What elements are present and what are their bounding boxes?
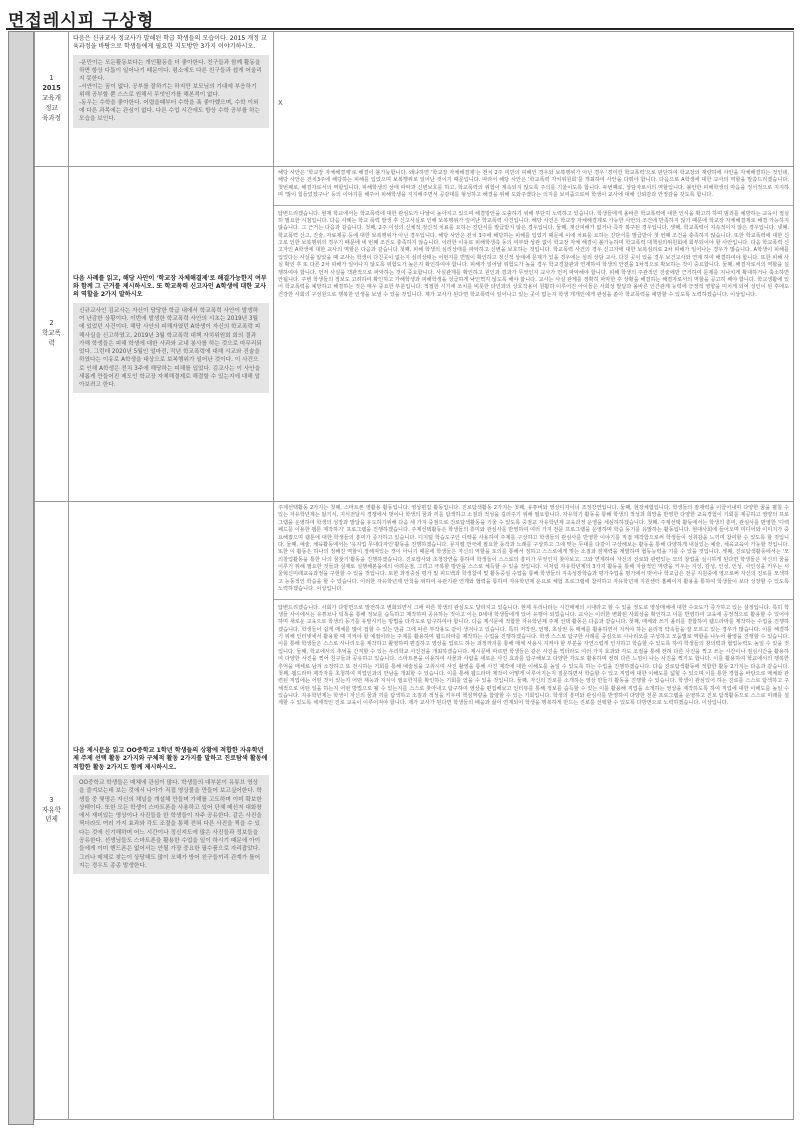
answer-empty-mark: X bbox=[278, 98, 283, 107]
answer-divider bbox=[274, 205, 793, 206]
table-row bbox=[35, 502, 794, 1120]
answer-cell bbox=[274, 167, 794, 502]
row-number: 1 bbox=[49, 74, 54, 83]
case-box bbox=[73, 55, 269, 128]
case-box bbox=[73, 303, 269, 394]
answer-cell bbox=[274, 32, 794, 167]
row-label bbox=[35, 502, 69, 1120]
answer-text: 주제선택활동 2가지는 첫째, 스마트폰 영활용 활동입니다. 영상편집 활동입니다. 진로탐색활동 2가지는 첫째, 유튜버와 영상디자이너 조정강연입니다. 둘째, 현장체험입니다. 학생들의 잠재력을 이끌어내며 다양한 꿈을 펼칠 수 있는 자유학년제는 앎기식, 지식전달식 경쟁에서 벗어나 학생의 꿈과 끼를 탐색하고 소질과 적성을 길러주기 위해 필요합니다. 자유학기 활동을 통해 학생의 적성과 희망을 반영한 다양한 교육경험이 기회를 제공하고 영양의 프로그램을 운영하여 학생의 성장과 발달을 유도하기위해 다음 세 가지 중점으로 진로탐색활동을 기울 수 있도록 중점교 자유학년제 교육과정 운영을 세심하하겠습니다. 첫째, 주제선택 활동에서는 학생의 흥미, 관심사를 반영한 '디렉페드를 이용한 웹툰 제작하기' 프로그램을 진행하겠습니다. 주제선택활동은 학생들의 흥미와 관심사를 반영하여 여러 가지 전문 프로그램을 운영하며 학습 동기를 유발하는 활동입니다. 현대사회에 들어오며 미디어와 이미지가 중요해졌으며 웹툰에 대한 학생들의 흥미가 증가하고 있습니다. 디지털 학습도구인 디렉을 사용하여 주제를 구상하고 학생들의 관심사를 반영한 이야기를 직접 제작함으로써 학생들이 성취감을 느끼며 참여할 수 있도록 할 것입니다. 둘째, 예술, 체육활동에서는 '유지업 무대다자인'활동을 진행하겠습니다. 뮤지컬 연극에 필요한 동작과 노래를 구상하고 그에 맞는 무대를 다같이 구상해보는 활동을 통해 다양하게 내실있는 예술, 체육교육이 가능할 것입니다. 또한 이 활동은 하나의 정해진 역할이 정해져있는 것이 아니기 때문에 학생들은 자신의 역할을 토의를 통해서 정하고 스스로에게 맞는 소질과 잠재력을 계발하며 협동능력을 기를 수 있을 것입니다. 셋째, 진로탐색활동에서는 '모의창업활동을 통한 나의 꿈찾기'활동을 진행하겠습니다. 진로캠사와 초청강연을 통하여 학생들이 스스로의 흥미가 무엇인지 찾아보고, 그와 연계하여 자신의 진로와 관련있는 모의 창업을 실시하게 된다면 학생들은 자신의 꿈을 이루기 위해 필요한 것들과 실제로 실행해본을에의 어려운점, 그리고 극복할 방안을 스스로 체득할 수 있을 것입니다. 이처럼 자유학년제의 3가지 활동을 통해 자율적인 역량을 키우는 지성, 감성, 인성, 인성, 사인성을 키우는 서울혁신미래교육과정을 구현할 수 있을 것입니다. 또한 과정중심 평가 및 피드백과 학생참여 및 활동중심 수업을 통해 학생들의 지속성장학습과 평가수업을 평가에서 벗어나 학교급은 전공 지원중에 영으로써 자신의 진로를 모색하고 능동적인 학습을 할 수 있습니다. 이러한 자유학년제 안착을 위하여 유관기관 연계와 협력을 통하여 자유학년제 운요로 체험 프로그램에 참여하고 자유학년제 지원센터 홈페이지 활용을 통하여 학생들이 보다 성장할 수 있도록 노력하겠습니다. 이상입니다. bbox=[278, 505, 789, 593]
row-topic: 학교폭력 bbox=[41, 329, 62, 347]
row-number: 2 bbox=[49, 319, 54, 328]
question-cell bbox=[69, 32, 274, 167]
case-text: -운민이는 모든활동보다는 개인활동을 더 좋아한다. 친구들과 함께 활동을 하면 항상 다툼이 일어나기 때문이다. 평소에도 다른 친구들과 쉽게 어울리지 못한다. -서연이는 꿈이 없다. 공부를 잘하기는 하지만 보모님의 기대에 부응하기 위해 공부할 뿐 스스로 원해서 무엇인가를 해본적이 없다. -동우는 수학을 좋아한다. 어렵을때부터 수학을 푹 좋아했으며, 수학 이외에 다른 과목에는 관심이 없다. 다른 수업 시간에도 항상 수학 공부를 하는 모습을 보인다. bbox=[79, 59, 262, 123]
row-topic: 교육개정교 bbox=[41, 94, 62, 112]
row-label bbox=[35, 167, 69, 502]
title-divider bbox=[6, 28, 794, 30]
answer-text-alt: 답변드리겠습니다. 현재 학교에서는 학교폭력에 대한 관심도가 나날이 높아지고 있으며 해결방안을 도출하기 위해 부단히 노력하고 있습니다. 학생들에게 올바른 학교폭력에 대한 인식을 확고히 하며 범죄를 예방하는 교육이 절실히 필요한 시점입니다. 다음 사례는 학교 폭력 발생 후 신고사실로 인해 보복행위가 일어난 학교폭력 사건입니다. 해당 사건은 학교장 자체해결제로 가능한 사안의 조건에 만족하지 않기 때문에 학교장 자체해결제로 해결 가능하지 않습니다. 그 근거는 다음과 같습니다. 첫째, 2주 이상의 신체적 정신적 치료를 요하는 진단서를 발급받지 않은 경우입니다. 둘째, 재산피해가 없거나 즉각 복구된 경우입니다. 셋째, 학교폭력이 지속적이지 않은 경우입니다. 넷째, 학교폭력 신고, 진술, 자료제공 등에 대한 보복행위가 아닌 경우입니다. 해당 사안은 전치 3주에 해당하는 피해를 입었기 때문에 이에 치료를 요하는 진단서를 발급받아 첫 번째 조건을 충족하지 않습니다. 또한 학교폭력에 대한 신고로 인한 보복행위의 경우기 때문에 네 번째 조건도 충족하지 않습니다. 이러한 이유로 피해학생측 동의 여부와 상관 없이 학교장 자체 해결이 불가능하며 학교폭력 대책심의위원회에 회부되어야 할 사안입니다. 다음 학교폭력 신고자인 A학생에 대한 교사의 역할은 다음과 같습니다 첫째, 피해 학생의 심리상태를 파악하고 신변을 보호하는 것입니다. 학교폭력 사건의 경우 신고자에 대한 보복심리로 2차 피해가 일어나는 경우가 많습니다. A학생이 피해를 입었다는 사실을 알았을 때 교사는 학생이 다친곳이 없는지 심리상태는 어떤지를 면밀이 확인하고 정신적 상태에 문제가 있을 경우에는 심리 상담 교사, 다친 곳이 있을 경우 보건교사와 연계 하여 해결하여야 합니다. 또한 피해 사실 확인 후 또 다른 2차 피해가 일어나지 않도록 위험도가 높은지 확인하여야 합니다. 피해가 일어날 위험도가 높을 경우 학교경찰관과 연계하여 학생의 안전을 1차적으로 확보하는 것이 중요합니다. 둘째, 해결자로서의 역할을 실행하여야 합니다. 먼저 사실을 객관적으로 파악하는 것이 중요합니다. 사실관계를 확인하고 원인과 결과가 무엇인지 교사가 먼저 파악해야 합니다. 피해 학생의 주관적인 진술에만 근거하여 문제를 지나치게 확대하거나 축소하면 안됩니다. 주변 학생들의 정보도 고려하여 확인하고 가해학생과 피해학생을 성급하게 낙인찍지 않도록 해야 합니다. 교사는 사실 관계를 정확히 파악한 후 상황을 해결하는 해결자로서의 역할을 공고히 해야 합니다. 학교생활에 있어 학교폭력을 예방하고 해결하는 것은 매우 중요한 부분입니다. 적절한 시기에 조치를 비롯한 타인과의 상호작용이 원활히 이루어진 아이들은 사회성 발달과 올바른 인간관계 능력에 긍정적 영향을 미치게 되어 성인이 된 후에도 건강한 사회의 구성원으로 행복한 인생을 보낼 수 있을 것입니다. 제가 교사가 된다면 학교폭력이 일어나고 있는 곳이 없는지 학생 개개인에게 관심을 쏟아 학교폭력을 예방할 수 있도록 노력하겠습니다. 이상입니다. bbox=[278, 210, 789, 298]
question-text: 다음은 신규교사 정교사가 말해된 학급 학생들의 모습이다. 2015 개정 교육과정을 바탕으로 학생들에게 필요한 지도방안 3가지 이야기하시오. bbox=[73, 35, 267, 51]
case-text: OO중학교 학생들은 매체에 관심이 많다. 학생들의 대부분이 유튜브 영상을 즐겨보는데 보는 것에서 나아가 직접 영상물을 만들어 보고싶어한다. 학생들 중 몇명은 자신의 채널을 개설해 만들며 가해를 고도하며 이미 확보한 상태이다. 또한 모든 학생이 스마트폰을 사용하고 있어 단체 메신저 대화창에서 재미있는 영상이나 사진들을 한 학생들이 자주 공유한다. 같은 사진을 찍더라도 여러 가지 효과와 각도 조절을 통해 전혀 다른 사진을 찍을 수 있다는 것에 신기해하며 어느 시간이나 정신지도에 많은 사진들과 정보들을 공유한다. 선생님들도 스마트폰을 활용한 수업을 일이 하시기 때문에 아이들에게 이미 핸드폰은 없어서는 안될 가장 중요한 필수품으로 자리잡았다. 그러나 매체로 찾는이 상당해도 많이 오해가 방어 친구들끼리 관계가 틀어지는 경우도 종종 발생한다. bbox=[79, 780, 264, 869]
case-text: 신규교사인 김교사는 자신이 담당한 학급 내에서 학교폭력 사안이 발생하여 난감한 상황이다. 이번에 발생한 학교폭력 사안의 시초는 2019년 3월에 있었던 사건이다. 해당 사안의 피해자였던 A학생이 자신의 학교폭력 피해사실을 신고하였고, 2019년 3월 학교폭력 대책 자치위원회 회의 결과 가해 학생들은 피해 학생에 대한 사과와 교내 봉사를 하는 것으로 마무리되었다. 그런데 2020년 5월인 얼마전, 작년 학교폭력에 대해 시교와 진술을 하였다는 이유로 A학생을 대상으로 보복행위가 일어난 것이다. 이 사건으로 인해 A학생은 전치 3주에 해당하는 피해를 입었다. 김교사는 이 사안을 새롭게 만들어진 제도인 학교장 자체해결제로 해결할 수 있는지에 대해 알아보려고 한다. bbox=[79, 307, 263, 389]
question-cell bbox=[69, 502, 274, 1120]
row-year: 2015 bbox=[42, 84, 61, 93]
answer-text-alt: 답변드리겠습니다. 사회가 다방면으로 발전하고 변화되면서 그에 따른 학생의 관심도도 달라지고 있습니다. 현재 우리나라는 시간매체의 시대라고 할 수 있을 정도로 영상매체에 대한 수요도가 증가하고 있는 실정입니다. 특히 학생들 사이에서는 유튜브나 틱톡을 통해 정보를 습득하고 제작하며 공유하는 것이고 이는 0세대 학생들에게 있어 유행이 되었습니다. 교사는 이러한 변화된 사회상을 확인하고 이를 반영하여 교육에 공정적으로 활용할 수 있어야 하며 새로운 교육으로 학생의 동기를 유발시키는 방법을 다각도로 탐구하여야 합니다. 다음 제시문에 적합한 자유학년제 주제 선택 활동은 다음과 같습니다. 첫째, 매체와 쓰기 올리를 결합하여 웹드라마를 제작하는 수업을 진행하겠습니다. 학생들이 쉽게 매체를 많이 접할 수 있는 만큼 그에 따른 부작용도 같이 생겨나고 있습니다. 특히 저작권, 언행, 초상권 등 매체를 활용하면서 지켜야 하는 윤리적 약속들을 잘 모르고 있는 경우가 많습니다. 이를 해결하기 위해 인터넷에서 활용할 때 지켜야 할 예절이라는 주제를 활용하여 웹드라마를 제작하는 수업을 진행하겠습니다. 학생 스스로 탐구한 사례를 중심으로 시나리오를 구성하고 모둠별로 역할을 나누어 촬영을 진행할 수 있습니다. 이를 통해 학생들은 스스로 시나리오를 제작하고 촬영하며 편집하고 영상을 업로드 하는 과정까지를 통해 매체 사용시 지켜야 할 부분을 자연스럽게 인지하고 학습할 수 있도록 하여 학생들의 창의력과 협업능력도 높일 수 있을 것입니다. 둘째, 학교에서의 추억을 간직할 수 있는 우리학교 사진전을 개최하겠습니다. 제시문에 따르면 학생들은 같은 사진을 찍더라도 여러 가지 효과와 각도 조절을 통해 전혀 다른 사진을 찍고 쓰는 시간이나 점심시간을 활용하여 다양한 사진을 찍어 친구들과 공유하고 있습니다. 스마트폰을 이용하여 사물과 사람을 새로운 사진 효과를 탐구해보고 다양한 각도로 활용하며 전혀 다른 느낌이 나는 사진을 찍기도 합니다. 이를 활용하여 학교에서의 행복한 추억을 매체로 남겨 소장하고 또 전시하는 기회를 통해 예술심을 고취시며 사진 촬영을 통해 사진 제작에 대한 이해도를 높일 수 있도록 하는 수업을 진행하겠습니다. 다음 진로탐색활동에 적합한 활동 2가지는 다음과 같습니다. 첫째, 웹드라마 제작자를 초청하여 직업인과의 만남을 개최할 수 있습니다. 이를 통해 웹드라마 제작이 어떻게 이루어지는지 질문하면서 학습할 수 있고 직업에 대한 이해도를 넓힐 수 있으며 이를 통한 경험을 바탕으로 매체와 관련된 직업에는 어떤 것이 있는지 어떤 재능과 지식이 필요한지를 확인하는 기회를 얻을 수 있을 것입니다. 둘째, 자신의 진로를 소개하는 영상 만들기 활동을 진행할 수 있습니다. 학생이 관심있어 하는 진로를 스스로 탐색하고 구체적으로 어떤 일을 하는지 어떤 방법으로 될 수 있는지를 스스로 찾아내고 탐구하여 영상을 편집해보고 인터뷰를 통해 정보를 습득할 수 있는 이를 활용해 직업을 소개하는 영상을 제작하도록 하여 직업에 대한 이해도를 높일 수 있습니다. 자유학년제는 학생이 자신의 꿈과 끼를 탐색하고 소질과 적성을 키우며 핵심역량을 함양할 수 있는 기회입니다. 학생의 흥미와 관심사를 반영하여 다양한 전문 프로그램을 운영하고 진로 탐색활동으로 스스로 미래를 설계할 수 있도록 체계적인 진로 교육이 이루어져야 합니다. 제가 교사가 된다면 학생들의 배움과 삶이 연계되어 학생을 행복하게 만드는 진로를 선택할 수 있도록 다방면으로 노력하겠습니다. 이상입니다. bbox=[278, 604, 789, 707]
row-topic: 자유학년제 bbox=[41, 805, 62, 824]
table-row bbox=[35, 167, 794, 502]
case-box bbox=[73, 775, 269, 874]
page-title: 면접레시피 구상형 bbox=[8, 11, 155, 31]
answer-cell bbox=[274, 502, 794, 1120]
row-topic-cont: 육과정 bbox=[41, 113, 62, 122]
row-number: 3 bbox=[49, 795, 54, 804]
question-text: 다음 제시문을 읽고 OO중학교 1학년 학생들의 상황에 적합한 자유학년제 주제 선택 활동 2가지와 구체적 활동 2가지를 말하고 진로탐색 활동에 적합한 활동 2가지도 함께 제시하시오. bbox=[73, 746, 268, 771]
question-table bbox=[34, 31, 794, 1120]
left-margin-bar bbox=[8, 31, 34, 1125]
question-text: 다음 사례를 읽고, 해당 사안이 '학교장 자체해결제'로 해결가능한지 여부와 함께 그 근거를 제시하시오. 또 학교폭력 신고자인 A학생에 대한 교사의 역할을 2가지 말하시오 bbox=[73, 274, 267, 299]
answer-text: 해당 사안은 '학교장 자체해결제'로 해결이 불가능합니다. 왜냐하면 '학교장 자체해결제'는 전치 2주 미만의 피해인 경우와 보복행위가 아닌 경우 '경미한 학교폭력'으로 판단하여 학교장의 재량하에 사안을 자체해결하는 것인데, 해당 사안은 전치3주에 해당하는 피해를 입었으며 보복행위로 일어난 것이기 때문입니다. 따라서 해당 사안은 '학교폭력 자치위원회'를 개최하여 사안을 다뤄야 합니다. 다음으로 A학생에 대한 교사의 역할을 말씀드리겠습니다. 첫번째로, 해결자로서의 역할입니다. 피해학생의 상태 파악과 신변보호를 하고, 학교폭력의 위험이 계속되지 않도록 주의를 기울이도록 합니다. 두번째로, 상담자로서의 역할입니다. 불안한 피해학생의 마음을 정서적으로 지지하며 '많이 힘들었겠구나' 등의 이야기를 해주어 피해학생을 지지해주면서 공감대를 형성하고 해결을 위해 도와주겠다는 의지를 보여줌으로써 학생이 교사에 대해 신뢰감과 안정감을 갖도록 합니다. bbox=[278, 170, 789, 199]
table-row bbox=[35, 32, 794, 167]
row-label bbox=[35, 32, 69, 167]
answer-divider bbox=[274, 599, 793, 600]
question-cell bbox=[69, 167, 274, 502]
